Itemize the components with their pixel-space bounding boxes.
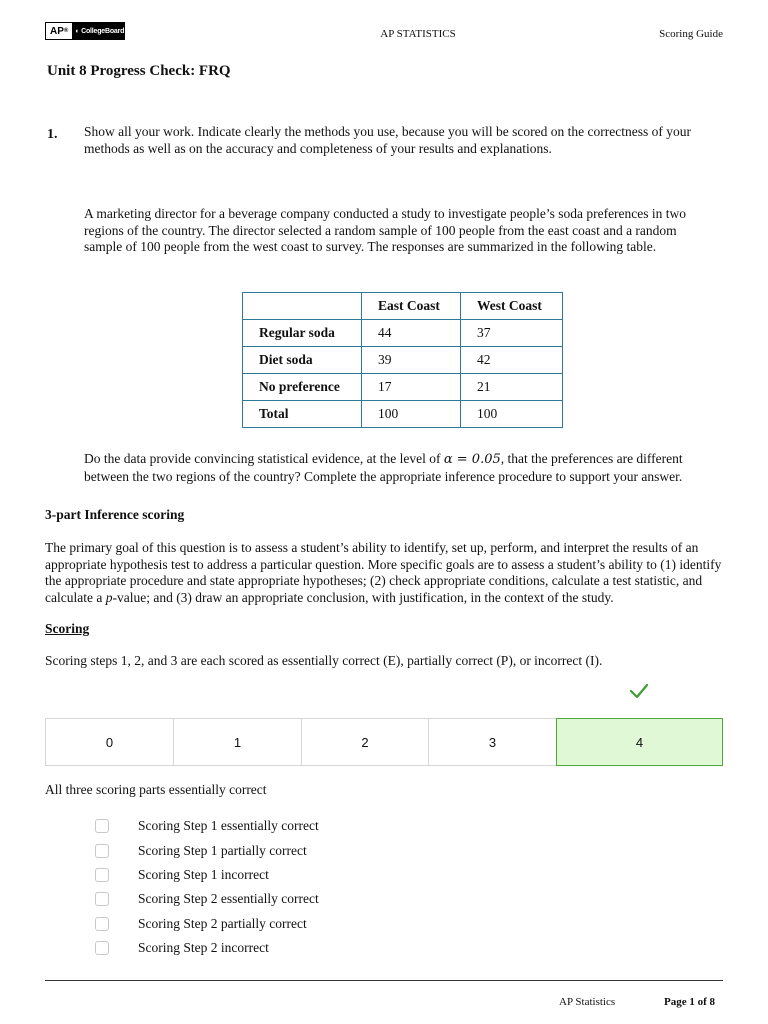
goal-paragraph: The primary goal of this question is to assess a student’s ability to identify, set up, perform, and interpret the results of an appropriate hypothesis test to address a particular question. More specific goals are to assess a student’s ability to (1) identify the appropriate procedure and state appropriate hypotheses; (2) check appropriate conditions, calculate a test statistic, and calculate a p-value; and (3) draw an appropriate conclusion, with justification, in the context of the study. xyxy=(45,540,722,605)
question-ask: Do the data provide convincing statistical evidence, at the level of α = 0.05, that the preferences are different between the two regions of the country? Complete the appropriate inference procedure to support your answer. xyxy=(84,451,683,484)
logo-collegeboard: ◐ CollegeBoard xyxy=(72,23,124,39)
table-row xyxy=(243,401,563,428)
table-row xyxy=(243,374,563,401)
score-description: All three scoring parts essentially correct xyxy=(45,782,267,797)
checkbox-label: Scoring Step 2 essentially correct xyxy=(138,891,319,907)
checkbox-label: Scoring Step 2 incorrect xyxy=(138,940,269,956)
check-icon xyxy=(628,681,650,701)
footer-divider xyxy=(45,980,723,981)
header-doc-type: Scoring Guide xyxy=(659,28,723,40)
list-item xyxy=(95,936,319,960)
checkbox[interactable] xyxy=(95,917,109,931)
table-cell: 17 xyxy=(362,374,461,401)
table-header-cell: East Coast xyxy=(362,293,461,320)
table-cell: 44 xyxy=(362,320,461,347)
list-item xyxy=(95,863,319,887)
alpha-math: α = 0.05 xyxy=(443,452,501,467)
checkbox[interactable] xyxy=(95,868,109,882)
checkbox-label: Scoring Step 2 partially correct xyxy=(138,915,307,931)
checkbox[interactable] xyxy=(95,844,109,858)
score-option-3[interactable]: 3 xyxy=(428,718,556,766)
header-course: AP STATISTICS xyxy=(380,28,456,40)
checkbox-label: Scoring Step 1 essentially correct xyxy=(138,818,319,834)
list-item xyxy=(95,887,319,911)
logo-ap: AP ® xyxy=(46,23,72,39)
list-item xyxy=(95,814,319,838)
score-option-0[interactable]: 0 xyxy=(45,718,173,766)
table-cell: 100 xyxy=(461,401,563,428)
page-number: Page 1 of 8 xyxy=(664,996,716,1008)
question-prompt: A marketing director for a beverage company conducted a study to investigate people’s soda preferences in two regions of the country. The director selected a random sample of 100 people from the east coast and a random sample of 100 people from the west coast to survey. The responses are summarized in the following table. xyxy=(84,206,687,254)
footer-course: AP Statistics xyxy=(559,996,616,1008)
table-cell: 39 xyxy=(362,347,461,374)
table-row xyxy=(243,320,563,347)
scoring-heading: Scoring xyxy=(45,621,90,636)
table-header-cell xyxy=(243,293,362,320)
table-cell: 100 xyxy=(362,401,461,428)
row-label: Total xyxy=(243,401,362,428)
table-cell: 42 xyxy=(461,347,563,374)
score-option-4-selected[interactable]: 4 xyxy=(556,718,723,766)
inference-heading: 3-part Inference scoring xyxy=(45,507,185,522)
score-option-1[interactable]: 1 xyxy=(173,718,301,766)
row-label: Regular soda xyxy=(243,320,362,347)
checkbox-label: Scoring Step 1 partially correct xyxy=(138,842,307,858)
table-header-cell: West Coast xyxy=(461,293,563,320)
list-item xyxy=(95,838,319,862)
score-option-2[interactable]: 2 xyxy=(301,718,428,766)
scoring-text: Scoring steps 1, 2, and 3 are each scored as essentially correct (E), partially correct (P), or incorrect (I). xyxy=(45,653,603,668)
score-selector xyxy=(45,718,723,766)
page-title: Unit 8 Progress Check: FRQ xyxy=(47,63,231,79)
scoring-checkbox-list xyxy=(95,814,319,960)
instructions-text: Show all your work. Indicate clearly the methods you use, because you will be scored on the correctness of your methods as well as on the accuracy and completeness of your results and explanations. xyxy=(84,124,691,156)
soda-preferences-table xyxy=(242,292,563,428)
checkbox-label: Scoring Step 1 incorrect xyxy=(138,866,269,882)
row-label: Diet soda xyxy=(243,347,362,374)
table-row xyxy=(243,347,563,374)
table-cell: 21 xyxy=(461,374,563,401)
question-number: 1. xyxy=(47,127,58,142)
checkbox[interactable] xyxy=(95,892,109,906)
list-item xyxy=(95,912,319,936)
table-cell: 37 xyxy=(461,320,563,347)
checkbox[interactable] xyxy=(95,819,109,833)
table-header-row xyxy=(243,293,563,320)
row-label: No preference xyxy=(243,374,362,401)
checkbox[interactable] xyxy=(95,941,109,955)
